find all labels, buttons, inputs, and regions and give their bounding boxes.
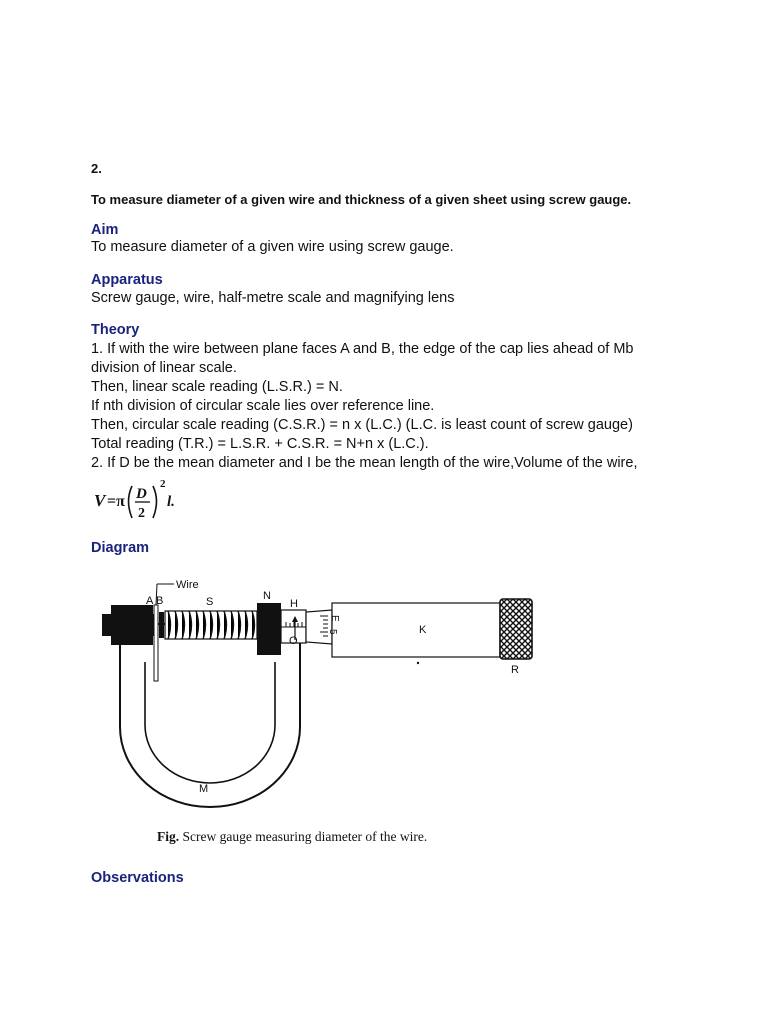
screw-gauge-diagram — [96, 572, 546, 852]
anvil-block — [111, 605, 153, 645]
formula-lhs: V — [94, 491, 106, 510]
apparatus-text: Screw gauge, wire, half-metre scale and magnifying lens — [91, 290, 455, 306]
formula-denominator: 2 — [138, 506, 145, 521]
label-n: N — [263, 590, 271, 602]
label-five: 5 — [327, 629, 338, 635]
observations-heading: Observations — [91, 870, 184, 886]
formula-tail: l. — [167, 494, 175, 510]
left-paren — [129, 486, 133, 518]
label-s: S — [206, 596, 214, 608]
formula-exponent: 2 — [160, 478, 166, 490]
caption-label: Fig. — [157, 829, 180, 844]
theory-line-7: 2. If D be the mean diameter and I be the mean length of the wire,Volume of the wire, — [91, 455, 638, 471]
formula-eq: =π — [107, 493, 125, 510]
nut — [257, 603, 281, 655]
section-number: 2. — [91, 161, 102, 176]
aim-heading: Aim — [91, 222, 119, 238]
barrel-mark — [417, 662, 419, 664]
barrel — [332, 603, 500, 657]
label-h: H — [290, 598, 298, 610]
theory-line-5: Then, circular scale reading (C.S.R.) = n x (L.C.) (L.C. is least count of screw gauge) — [91, 417, 633, 433]
figure-caption — [157, 829, 427, 845]
label-o: O — [289, 635, 298, 647]
theory-line-3: Then, linear scale reading (L.S.R.) = N. — [91, 379, 343, 395]
label-r: R — [511, 664, 519, 676]
thimble — [306, 610, 332, 644]
theory-line-2: division of linear scale. — [91, 360, 237, 376]
theory-line-1: 1. If with the wire between plane faces A and B, the edge of the cap lies ahead of Mb — [91, 341, 634, 357]
theory-line-6: Total reading (T.R.) = L.S.R. + C.S.R. = N+n x (L.C.). — [91, 436, 429, 452]
anvil-end — [102, 614, 114, 636]
formula-numerator: D — [136, 486, 147, 502]
label-e: E — [329, 615, 340, 622]
theory-heading: Theory — [91, 322, 140, 338]
wire — [154, 605, 158, 681]
page-title: To measure diameter of a given wire and thickness of a given sheet using screw gauge. — [91, 192, 632, 207]
face-b — [159, 612, 164, 638]
aim-text: To measure diameter of a given wire using screw gauge. — [91, 239, 454, 255]
theory-line-4: If nth division of circular scale lies over reference line. — [91, 398, 435, 414]
label-m: M — [199, 783, 209, 795]
right-paren — [153, 486, 157, 518]
diagram-heading: Diagram — [91, 540, 150, 556]
ratchet — [500, 599, 532, 659]
volume-formula — [92, 474, 202, 530]
frame-inner — [145, 662, 275, 783]
label-b: B — [156, 595, 164, 607]
label-a: A — [146, 595, 154, 607]
label-k: K — [419, 624, 427, 636]
caption-text: Screw gauge measuring diameter of the wire. — [179, 829, 428, 844]
label-wire: Wire — [176, 579, 199, 591]
apparatus-heading: Apparatus — [91, 272, 163, 288]
